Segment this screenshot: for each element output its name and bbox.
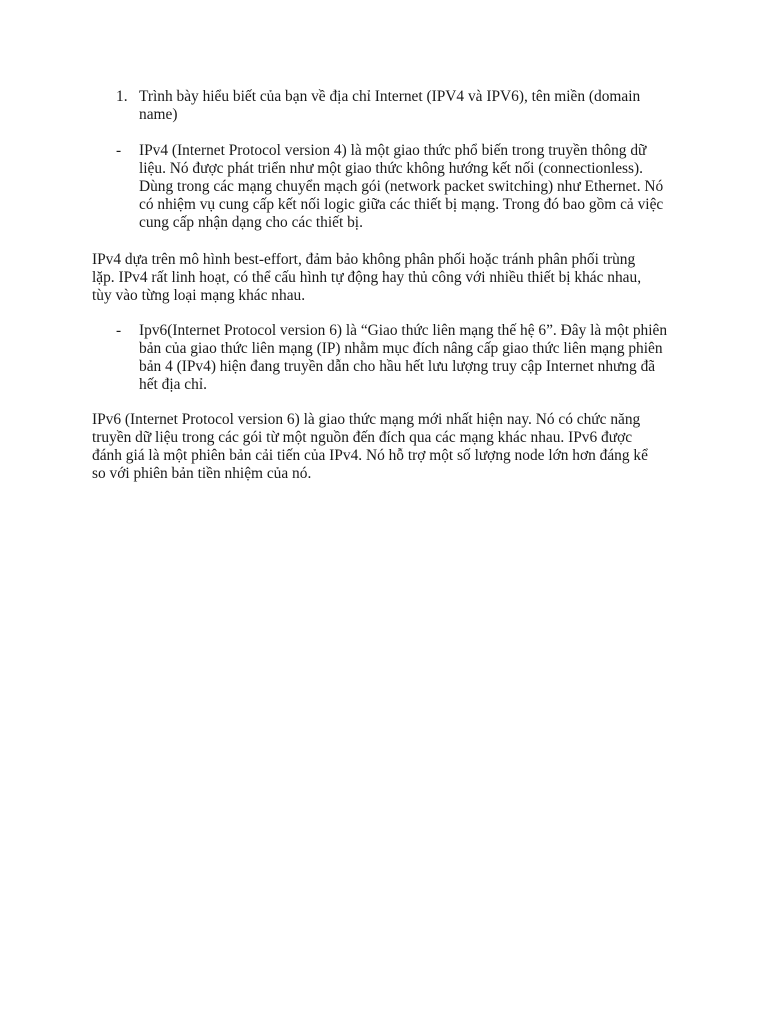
question-item	[92, 88, 676, 124]
ipv4-bullet-text: IPv4 (Internet Protocol version 4) là một giao thức phổ biến trong truyền thông dữ liệu. Nó được phát triển như một giao thức không hướng kết nối (connectionless). Dùng trong các mạng chuyển mạch gói (network packet switching) như Ethernet. Nó có nhiệm vụ cung cấp kết nối logic giữa các thiết bị mạng. Trong đó bao gồm cả việc cung cấp nhận dạng cho các thiết bị.	[139, 142, 664, 231]
ipv6-bullet-item	[92, 322, 676, 394]
question-text: Trình bày hiểu biết của bạn về địa chỉ Internet (IPV4 và IPV6), tên miền (domain name)	[139, 88, 641, 123]
ipv4-bullet-item	[92, 142, 676, 232]
bullet-dash: -	[116, 142, 122, 159]
ipv6-paragraph: IPv6 (Internet Protocol version 6) là giao thức mạng mới nhất hiện nay. Nó có chức năng truyền dữ liệu trong các gói từ một nguồn đến đích qua các mạng khác nhau. IPv6 được đánh giá là một phiên bản cải tiến của IPv4. Nó hỗ trợ một số lượng node lớn hơn đáng kể so với phiên bản tiền nhiệm của nó.	[92, 411, 648, 482]
list-number: 1.	[116, 88, 128, 105]
ipv6-bullet-text: Ipv6(Internet Protocol version 6) là “Giao thức liên mạng thế hệ 6”. Đây là một phiên bản của giao thức liên mạng (IP) nhằm mục đích nâng cấp giao thức liên mạng phiên bản 4 (IPv4) hiện đang truyền dẫn cho hầu hết lưu lượng truy cập Internet nhưng đã hết địa chỉ.	[139, 322, 668, 393]
bullet-dash: -	[116, 322, 122, 339]
ipv4-paragraph: IPv4 dựa trên mô hình best-effort, đảm bảo không phân phối hoặc tránh phân phối trùng lặp. IPv4 rất linh hoạt, có thể cấu hình tự động hay thủ công với nhiều thiết bị khác nhau, tùy vào từng loại mạng khác nhau.	[92, 251, 642, 304]
